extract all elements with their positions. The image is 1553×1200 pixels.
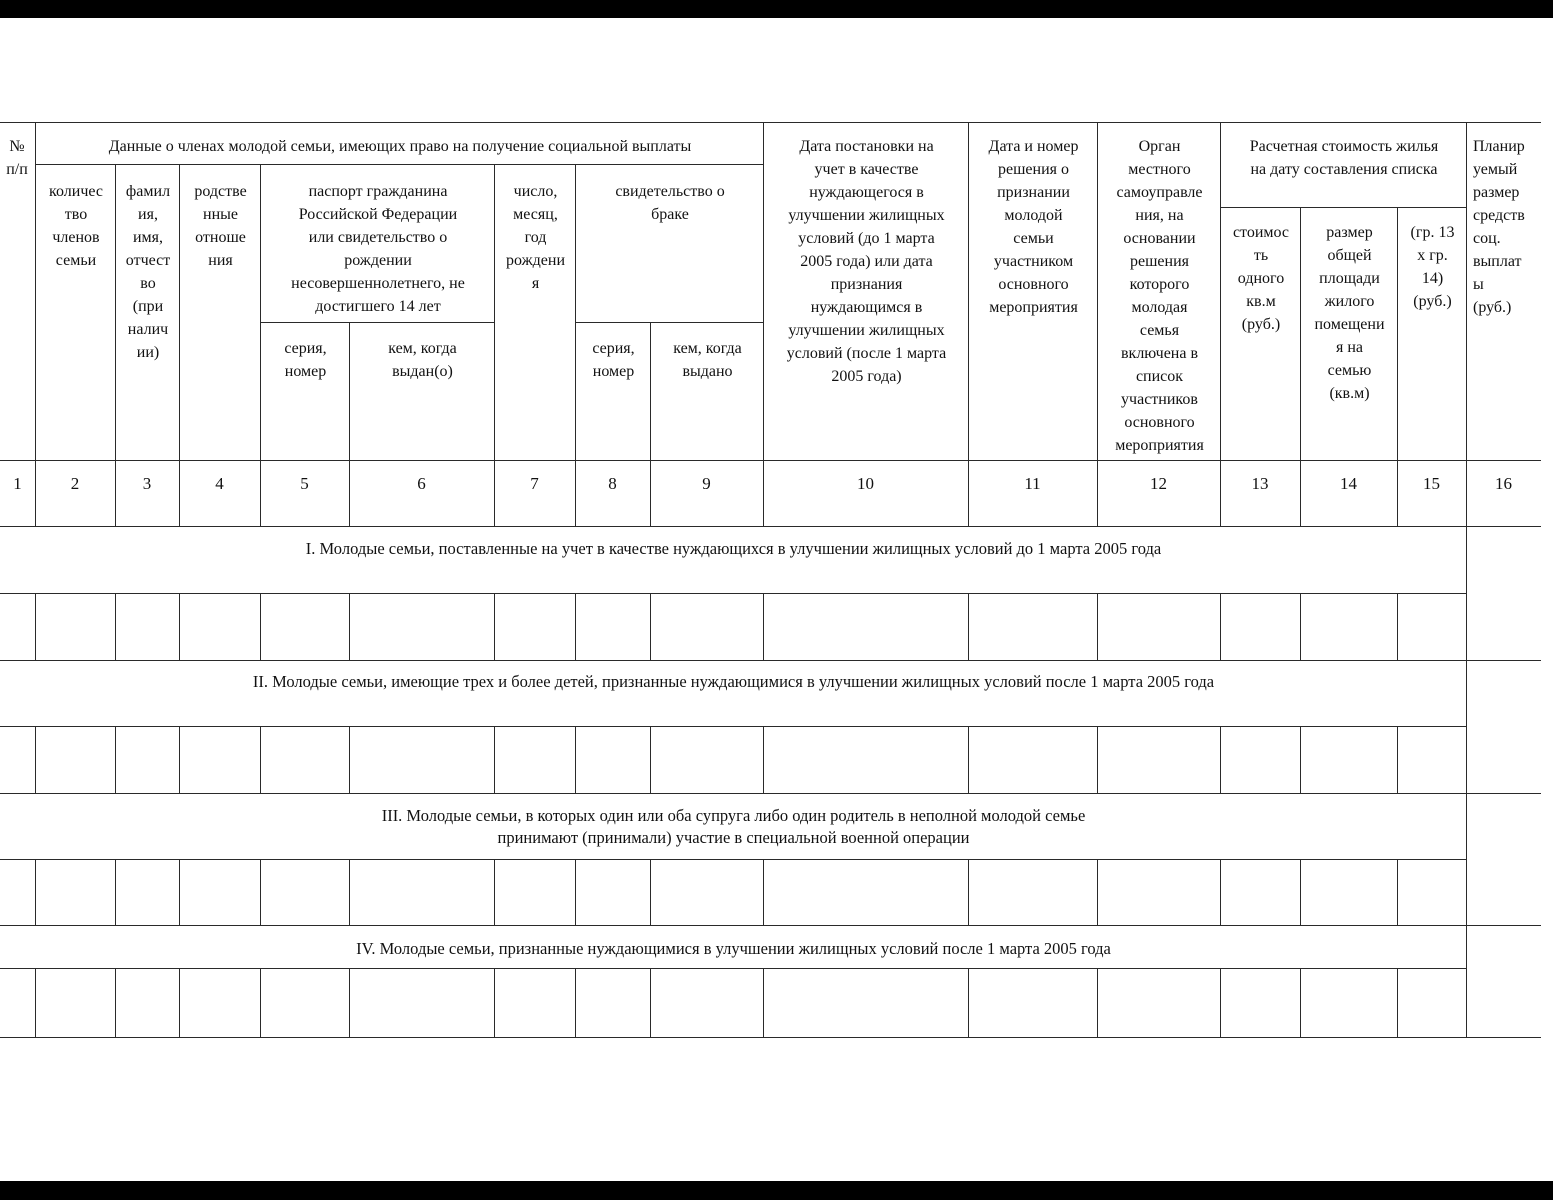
data-row-1-divider [1300,593,1301,660]
vline-7 [575,164,576,527]
column-number-6: 6 [417,474,426,493]
data-row-1-divider [115,593,116,660]
header-group-cost: Расчетная стоимость жилья на дату составления списка [1249,138,1439,178]
rule-row2-bottom [0,793,1541,794]
rule-header-bottom [0,460,1541,461]
data-row-3-divider [1300,859,1301,925]
data-row-4-divider [494,968,495,1037]
header-col4-relation: родстве нные отноше ния [194,183,247,269]
column-number-4: 4 [215,474,224,493]
data-row-4-divider [1220,968,1221,1037]
data-row-4-divider [575,968,576,1037]
data-row-2-divider [1300,726,1301,793]
data-row-1-divider [260,593,261,660]
data-row-1-divider [968,593,969,660]
data-row-1-divider [575,593,576,660]
vline-1 [35,122,36,527]
header-col5-passport-series: серия, номер [284,340,327,380]
data-row-2-divider [349,726,350,793]
data-row-3-divider [115,859,116,925]
column-number-7: 7 [530,474,539,493]
data-row-3-divider [968,859,969,925]
header-col9-marriage-issued: кем, когда выдано [673,340,742,380]
section-title-4: IV. Молодые семьи, признанные нуждающимися в улучшении жилищных условий после 1 марта 2005 года [356,939,1111,958]
data-row-2-divider [1220,726,1221,793]
vline-11 [1097,122,1098,527]
rule-top [0,122,1541,123]
header-col16-planned-payment: Планир уемый размер средств соц. выплат ы (руб.) [1473,138,1525,316]
header-col12-authority: Орган местного самоуправле ния, на основании решения которого молодая семья включена в список участников основного мероприятия [1115,138,1204,454]
header-col1-number: № п/п [6,138,28,178]
vline-9 [763,122,764,527]
data-row-2-divider [763,726,764,793]
data-row-1-divider [1397,593,1398,660]
data-row-2-divider [35,726,36,793]
data-row-4-divider [763,968,764,1037]
header-col15-total: (гр. 13 х гр. 14) (руб.) [1410,224,1455,310]
data-row-3-divider [1220,859,1221,925]
data-row-2-divider [1397,726,1398,793]
header-col8-marriage-series: серия, номер [592,340,635,380]
section-title-2: II. Молодые семьи, имеющие трех и более детей, признанные нуждающимися в улучшении жилищных условий после 1 марта 2005 года [252,672,1215,691]
data-row-1-divider [763,593,764,660]
data-row-2-divider [1097,726,1098,793]
column-number-1: 1 [13,474,22,493]
column-number-8: 8 [608,474,617,493]
vline-12 [1220,122,1221,527]
data-row-4-divider [260,968,261,1037]
rule-section1-bottom [0,593,1467,594]
data-row-4-divider [115,968,116,1037]
column-number-9: 9 [702,474,711,493]
data-row-3-divider [763,859,764,925]
header-col14-area: размер общей площади жилого помещени я на семью (кв.м) [1314,224,1385,402]
data-row-1-divider [1220,593,1221,660]
header-group-marriage-cert: свидетельство о браке [615,183,725,223]
column-number-10: 10 [857,474,874,493]
data-row-1-divider [35,593,36,660]
data-row-3-divider [1097,859,1098,925]
vline-4 [260,164,261,527]
data-row-3-divider [494,859,495,925]
data-row-1-divider [179,593,180,660]
data-row-4-divider [968,968,969,1037]
rule-section2-bottom [0,726,1467,727]
header-col3-full-name: фамил ия, имя, отчест во (при налич ии) [125,183,171,361]
header-col11-decision: Дата и номер решения о признании молодой семьи участником основного мероприятия [988,138,1079,316]
column-number-5: 5 [300,474,309,493]
data-row-3-divider [1397,859,1398,925]
scan-top-border [0,0,1553,18]
header-group-family-data: Данные о членах молодой семьи, имеющих право на получение социальной выплаты [108,138,692,155]
rule-under-marriage-group [576,322,764,323]
column-number-12: 12 [1150,474,1167,493]
column-number-13: 13 [1251,474,1269,493]
column-number-15: 15 [1423,474,1440,493]
section-title-1: I. Молодые семьи, поставленные на учет в качестве нуждающихся в улучшении жилищных условий до 1 марта 2005 года [305,539,1162,558]
vline-14 [1397,207,1398,527]
rule-section3-bottom [0,859,1467,860]
data-row-2-divider [494,726,495,793]
vline-8 [650,322,651,527]
data-row-4-divider [1097,968,1098,1037]
vline-2 [115,164,116,527]
header-col7-birth-date: число, месяц, год рождени я [505,183,566,292]
column-number-11: 11 [1024,474,1041,493]
data-row-2-divider [115,726,116,793]
header-col13-price-per-sqm: стоимос ть одного кв.м (руб.) [1232,224,1290,333]
data-row-3-divider [575,859,576,925]
data-row-3-divider [260,859,261,925]
data-row-2-divider [260,726,261,793]
data-row-1-divider [349,593,350,660]
rule-under-passport-group [261,322,495,323]
data-row-4-divider [349,968,350,1037]
vline-10 [968,122,969,527]
column-number-3: 3 [142,474,152,493]
data-row-1-divider [650,593,651,660]
data-row-2-divider [650,726,651,793]
data-row-2-divider [968,726,969,793]
data-row-3-divider [349,859,350,925]
rule-under-cost-group [1221,207,1467,208]
column-number-16: 16 [1495,474,1512,493]
header-col6-passport-issued: кем, когда выдан(о) [388,340,457,380]
header-col2-member-count: количес тво членов семьи [49,183,103,269]
rule-table-bottom [0,1037,1541,1038]
section-title-3: III. Молодые семьи, в которых один или оба супруга либо один родитель в неполной молодой семье принимают (принимали) участие в специальной военной операции [381,806,1086,847]
header-col10-registration-date: Дата постановки на учет в качестве нуждающегося в улучшении жилищных условий (до 1 марта 2005 года) или дата признания нуждающимся в улучшении жилищных условий (после 1 марта 2005 года) [786,138,947,385]
column-number-14: 14 [1340,474,1357,493]
data-row-3-divider [650,859,651,925]
data-row-4-divider [1397,968,1398,1037]
vline-15 [1466,122,1467,1037]
data-row-2-divider [575,726,576,793]
rule-numbers-bottom [0,526,1541,527]
vline-3 [179,164,180,527]
scan-bottom-border [0,1181,1553,1200]
rule-row3-bottom [0,925,1541,926]
rule-row1-bottom [0,660,1541,661]
data-row-4-divider [35,968,36,1037]
data-row-1-divider [1097,593,1098,660]
data-row-4-divider [650,968,651,1037]
data-row-2-divider [179,726,180,793]
data-row-1-divider [494,593,495,660]
data-row-3-divider [179,859,180,925]
vline-5 [349,322,350,527]
data-row-3-divider [35,859,36,925]
rule-section4-bottom [0,968,1467,969]
vline-6 [494,164,495,527]
column-number-2: 2 [70,474,80,493]
rule-under-family-group [36,164,764,165]
vline-13 [1300,207,1301,527]
header-group-passport: паспорт гражданина Российской Федерации или свидетельство о рождении несовершеннолетнего, не достигшего 14 лет [291,183,465,315]
data-row-4-divider [1300,968,1301,1037]
data-row-4-divider [179,968,180,1037]
